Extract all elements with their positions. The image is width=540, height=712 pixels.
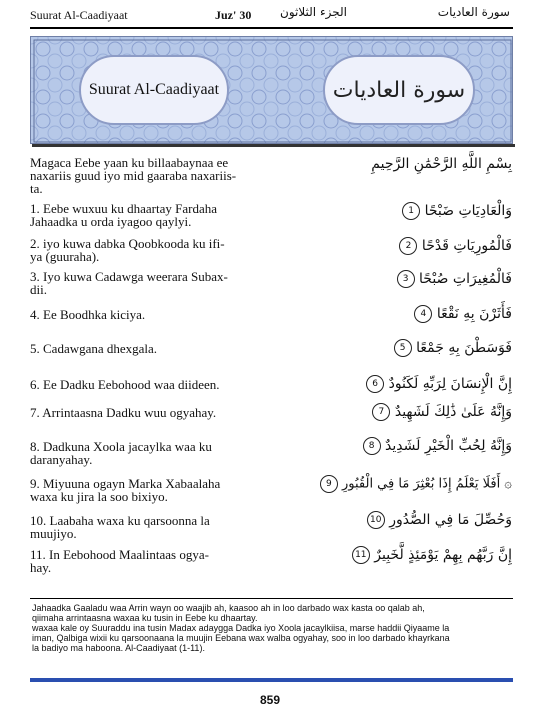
- verse-translation: [30, 202, 217, 228]
- verse-line: 4. Ee Boodhka kiciya.: [30, 307, 146, 322]
- verse-arabic: [292, 546, 512, 564]
- verse-translation: [30, 477, 220, 503]
- verse-number-marker: 11: [352, 546, 370, 564]
- basmala-line: ta.: [30, 181, 43, 196]
- verse-number-marker: 4: [414, 305, 432, 323]
- verse-translation: [30, 378, 220, 391]
- footnote-line: waxaa kale oy Suuraddu ina tusin Madax adaygga Dadka iyo Xoola jacaylkiisa, marse haddii Qiyaame la: [32, 623, 450, 633]
- verse-arabic-text: إِنَّ الْإِنسَانَ لِرَبِّهِ لَكَنُودٌ: [388, 376, 512, 392]
- verse-arabic: [292, 202, 512, 220]
- verse-arabic-text: إِنَّ رَبَّهُم بِهِمْ يَوْمَئِذٍ لَّخَبِيرٌ: [374, 547, 512, 563]
- verse-line: 5. Cadawgana dhexgala.: [30, 341, 158, 356]
- verse-line: Jahaadka u orda iyagoo qaylyi.: [30, 214, 192, 229]
- footnote-line: iman, Qalbiga wixii ku qarsoonaana la muujin Eebana wax walba ogyahay, soo in loo darbado khayrkana: [32, 633, 450, 643]
- footnote-line: la badiyo ma haboona. Al-Caadiyaat (1-11).: [32, 643, 205, 653]
- verse-line: dii.: [30, 282, 47, 297]
- bottom-bar: [30, 678, 513, 682]
- banner-title-arabic: سورة العاديات: [332, 77, 466, 103]
- footnote: [32, 603, 512, 653]
- verse-translation: [30, 237, 225, 263]
- verse-arabic-text: فَوَسَطْنَ بِهِ جَمْعًا: [416, 340, 512, 356]
- verse-number-marker: 6: [366, 375, 384, 393]
- header-rule: [30, 27, 513, 29]
- verse-arabic-text: وَحُصِّلَ مَا فِي الصُّدُورِ: [389, 512, 512, 528]
- header-juz-label: Juz' 30: [215, 8, 252, 22]
- verse-line: 8. Dadkuna Xoola jacaylka waa ku: [30, 439, 212, 454]
- verse-line: 2. iyo kuwa dabka Qoobkooda ku ifi-: [30, 236, 225, 251]
- verse-arabic-text: وَإِنَّهُ عَلَىٰ ذَٰلِكَ لَشَهِيدٌ: [394, 404, 512, 420]
- verse-translation: [30, 548, 209, 574]
- header-juz-arabic: الجزء الثلاثون: [280, 5, 347, 19]
- verse-translation: [30, 406, 216, 419]
- footnote-line: Jahaadka Gaaladu waa Arrin wayn oo waajib ah, kaasoo ah in loo darbado wax kasta oo qalab ah,: [32, 603, 425, 613]
- verse-line: 11. In Eebohood Maalintaas ogya-: [30, 547, 209, 562]
- banner-shadow: [32, 144, 515, 147]
- verse-line: hay.: [30, 560, 52, 575]
- basmala-arabic: بِسْمِ اللَّهِ الرَّحْمَٰنِ الرَّحِيمِ: [371, 156, 512, 172]
- verse-number-marker: 5: [394, 339, 412, 357]
- verse-arabic: [292, 237, 512, 255]
- page-number: 859: [259, 693, 281, 707]
- verse-translation: [30, 270, 228, 296]
- verse-line: 7. Arrintaasna Dadku wuu ogyahay.: [30, 405, 217, 420]
- verse-line: muujiyo.: [30, 526, 77, 541]
- verse-number-marker: 10: [367, 511, 385, 529]
- verse-line: 1. Eebe wuxuu ku dhaartay Fardaha: [30, 201, 217, 216]
- verse-arabic: [292, 339, 512, 357]
- basmala-line: naxariis guud iyo mid gaaraba naxariis-: [30, 168, 237, 183]
- verse-arabic: [292, 270, 512, 288]
- verse-translation: [30, 514, 210, 540]
- basmala-translation: [30, 156, 236, 195]
- verse-translation: [30, 342, 157, 355]
- header-surah-name: Suurat Al-Caadiyaat: [30, 8, 128, 22]
- verse-line: ya (guuraha).: [30, 249, 100, 264]
- verse-number-marker: 7: [372, 403, 390, 421]
- verse-line: waxa ku jira la soo bixiyo.: [30, 489, 168, 504]
- banner-cartouche-latin: [79, 55, 229, 125]
- verse-arabic: [292, 403, 512, 421]
- footnote-line: qiimaha arrintaasna waxaa ku tusin in Eebe ku dhaartay.: [32, 613, 258, 623]
- verse-line: 9. Miyuuna ogayn Marka Xabaalaha: [30, 476, 221, 491]
- verse-arabic: [292, 475, 512, 493]
- verse-line: daranyahay.: [30, 452, 93, 467]
- verse-arabic: [292, 305, 512, 323]
- verse-arabic-text: وَالْعَادِيَاتِ ضَبْحًا: [424, 203, 512, 219]
- verse-translation: [30, 308, 145, 321]
- verse-number-marker: 9: [320, 475, 338, 493]
- header-surah-arabic: سورة العاديات: [437, 5, 510, 19]
- verse-arabic-text: وَإِنَّهُ لِحُبِّ الْخَيْرِ لَشَدِيدٌ: [385, 438, 512, 454]
- banner-title: Suurat Al-Caadiyaat: [88, 81, 220, 98]
- surah-banner: [30, 36, 513, 144]
- verse-line: 3. Iyo kuwa Cadawga weerara Subax-: [30, 269, 228, 284]
- footnote-rule: [30, 598, 513, 599]
- verse-number-marker: 2: [399, 237, 417, 255]
- banner-cartouche-arabic: [323, 55, 475, 125]
- verse-arabic-text: ۞ أَفَلَا يَعْلَمُ إِذَا بُعْثِرَ مَا فِي الْقُبُورِ: [341, 476, 512, 492]
- verse-arabic: [292, 375, 512, 393]
- verse-arabic-text: فَالْمُورِيَاتِ قَدْحًا: [421, 238, 512, 254]
- basmala-line: Magaca Eebe yaan ku billaabaynaa ee: [30, 155, 229, 170]
- verse-number-marker: 3: [397, 270, 415, 288]
- verse-arabic: [292, 511, 512, 529]
- verse-line: 6. Ee Dadku Eebohood waa diideen.: [30, 377, 220, 392]
- verse-arabic-text: فَأَثَرْنَ بِهِ نَقْعًا: [436, 306, 512, 322]
- verse-line: 10. Laabaha waxa ku qarsoonna la: [30, 513, 210, 528]
- verse-number-marker: 1: [402, 202, 420, 220]
- verse-translation: [30, 440, 212, 466]
- verse-arabic: [292, 437, 512, 455]
- verse-number-marker: 8: [363, 437, 381, 455]
- verse-arabic-text: فَالْمُغِيرَاتِ صُبْحًا: [419, 271, 512, 287]
